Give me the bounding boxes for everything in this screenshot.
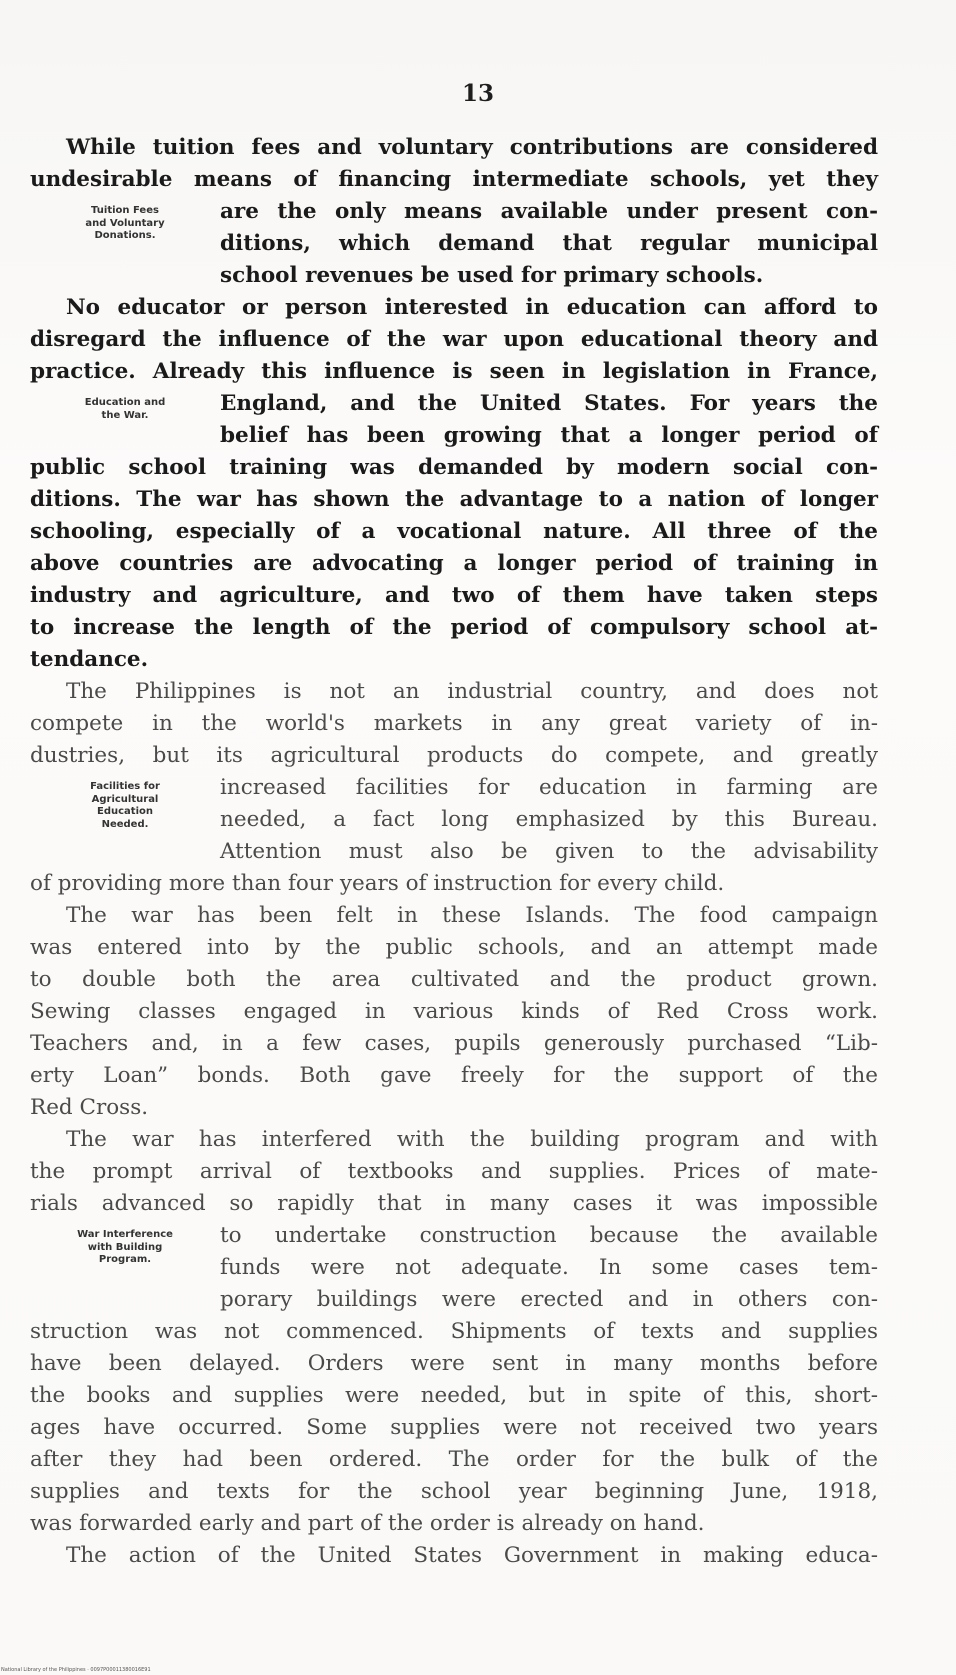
text-line: erty Loan” bonds. Both gave freely for the support of the	[30, 1063, 878, 1088]
text-line: The action of the United States Government in making educa-	[66, 1543, 878, 1568]
text-line: ditions, which demand that regular municipal	[220, 231, 878, 256]
text-line: Teachers and, in a few cases, pupils generously purchased “Lib-	[30, 1031, 878, 1056]
text-line: While tuition fees and voluntary contributions are considered	[66, 135, 878, 160]
margin-note-tuition: Tuition Fees and Voluntary Donations.	[85, 205, 165, 241]
margin-note-agricultural-education: Facilities for Agricultural Education Needed.	[90, 781, 160, 830]
paragraph-education-war	[30, 292, 878, 676]
side-text	[220, 196, 878, 292]
text-line: to increase the length of the period of compulsory school at-	[30, 615, 878, 640]
text-line: schooling, especially of a vocational nature. All three of the	[30, 519, 878, 544]
body-text	[30, 132, 878, 1572]
side-text	[220, 1220, 878, 1316]
text-line: compete in the world's markets in any great variety of in-	[30, 711, 878, 736]
text-line: increased facilities for education in farming are	[220, 775, 878, 800]
text-line: the prompt arrival of textbooks and supplies. Prices of mate-	[30, 1159, 878, 1184]
text-line: funds were not adequate. In some cases tem-	[220, 1255, 878, 1280]
text-line: dustries, but its agricultural products do compete, and greatly	[30, 743, 878, 768]
text-line: undesirable means of financing intermediate schools, yet they	[30, 167, 878, 192]
text-line: to double both the area cultivated and the product grown.	[30, 967, 878, 992]
text-line: belief has been growing that a longer period of	[220, 423, 878, 448]
text-line: The Philippines is not an industrial country, and does not	[66, 679, 878, 704]
side-text	[220, 388, 878, 452]
text-line: ditions. The war has shown the advantage to a nation of longer	[30, 487, 878, 512]
paragraph-us-government	[30, 1540, 878, 1572]
text-line: after they had been ordered. The order for the bulk of the	[30, 1447, 878, 1472]
text-line: industry and agriculture, and two of them have taken steps	[30, 583, 878, 608]
paragraph-tuition	[30, 132, 878, 292]
paragraph-war-felt	[30, 900, 878, 1124]
text-line: have been delayed. Orders were sent in many months before	[30, 1351, 878, 1376]
paragraph-philippines	[30, 676, 878, 900]
text-line: Sewing classes engaged in various kinds of Red Cross work.	[30, 999, 878, 1024]
page-number: 13	[461, 80, 494, 107]
text-line: was forwarded early and part of the order is already on hand.	[30, 1511, 705, 1536]
text-line: are the only means available under present con-	[220, 199, 878, 224]
text-line: No educator or person interested in education can afford to	[66, 295, 878, 320]
text-line: the books and supplies were needed, but in spite of this, short-	[30, 1383, 878, 1408]
text-line: The war has interfered with the building program and with	[66, 1127, 878, 1152]
text-line: of providing more than four years of instruction for every child.	[30, 871, 725, 896]
text-line: tendance.	[30, 647, 149, 672]
text-line: rials advanced so rapidly that in many cases it was impossible	[30, 1191, 878, 1216]
side-note-row	[30, 772, 878, 868]
text-line: disregard the influence of the war upon educational theory and	[30, 327, 878, 352]
text-line: needed, a fact long emphasized by this Bureau.	[220, 807, 878, 832]
paragraph-building-program	[30, 1124, 878, 1540]
text-line: porary buildings were erected and in others con-	[220, 1287, 878, 1312]
margin-note-education-war: Education and the War.	[84, 397, 166, 421]
side-note-row	[30, 388, 878, 452]
text-line: to undertake construction because the available	[220, 1223, 878, 1248]
text-line: school revenues be used for primary schools.	[220, 263, 764, 288]
text-line: struction was not commenced. Shipments of texts and supplies	[30, 1319, 878, 1344]
text-line: public school training was demanded by modern social con-	[30, 455, 878, 480]
text-line: was entered into by the public schools, and an attempt made	[30, 935, 878, 960]
text-line: practice. Already this influence is seen in legislation in France,	[30, 359, 878, 384]
text-line: England, and the United States. For years the	[220, 391, 878, 416]
text-line: Attention must also be given to the advisability	[220, 839, 878, 864]
text-line: above countries are advocating a longer period of training in	[30, 551, 878, 576]
text-line: Red Cross.	[30, 1095, 149, 1120]
text-line: ages have occurred. Some supplies were not received two years	[30, 1415, 878, 1440]
side-note-row	[30, 196, 878, 292]
text-line: The war has been felt in these Islands. The food campaign	[66, 903, 878, 928]
scan-footer: National Library of the Philippines · 0097P00011380016E91	[1, 1667, 151, 1673]
side-note-row	[30, 1220, 878, 1316]
text-line: supplies and texts for the school year beginning June, 1918,	[30, 1479, 878, 1504]
margin-note-building-program: War Interference with Building Program.	[77, 1229, 173, 1265]
side-text	[220, 772, 878, 868]
